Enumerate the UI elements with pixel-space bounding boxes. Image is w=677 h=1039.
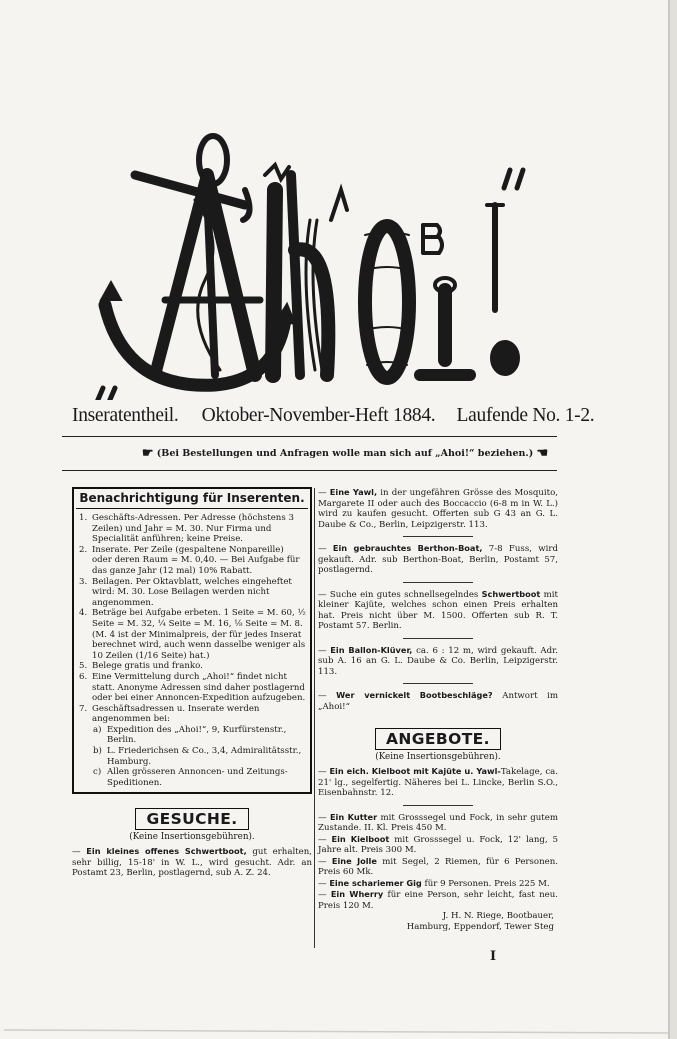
offer-ad: — Ein Wherry für eine Person, sehr leicht, fast neu. Preis 120 M. xyxy=(318,889,559,911)
wanted-ad: — Ein gebrauchtes Berthon-Boat, 7-8 Fuss, wird gekauft. Adr. sub Berthon-Boat, Berlin, Postamt 57, postlagernd. xyxy=(318,543,558,575)
heading-rule xyxy=(62,436,557,437)
offer-ad: — Ein eich. Kielboot mit Kajüte u. Yawl-Takelage, ca. 21' lg., segelfertig. Näheres bei L. Lincke, Berlin S.O., Eisenbahnstr. 12. xyxy=(318,766,559,798)
offer-ad: — Ein Kielboot mit Grosssegel u. Fock, 12' lang, 5 Jahre alt. Preis 300 M. xyxy=(318,833,558,855)
notice-item: 1. Geschäfts-Adressen. Per Adresse (höchstens 3 Zeilen) und Jahr = M. 30. Nur Firma und Specialität anführen; keine Preise. xyxy=(79,513,294,545)
gesuche-heading xyxy=(72,808,312,830)
gesuche-title: GESUCHE. xyxy=(135,808,248,830)
notice-item: 7. Geschäftsadressen u. Inserate werden angenommen bei: xyxy=(79,703,260,725)
order-note xyxy=(90,446,600,461)
offer-ad: — Eine Jolle mit Segel, 2 Riemen, für 6 Personen. Preis 60 Mk. xyxy=(318,855,558,877)
masthead-ahoi-logo xyxy=(95,130,535,400)
note-rule xyxy=(62,470,557,471)
angebote-subtitle: (Keine Insertionsgebühren). xyxy=(375,752,501,762)
notice-subitem: b) L. Friederichsen & Co., 3,4, Admiralitätsstr., Hamburg. xyxy=(93,746,302,767)
ad-separator xyxy=(403,536,473,537)
notice-subitem: a) Expedition des „Ahoi!“, 9, Kurfürstenstr., Berlin. xyxy=(93,724,287,746)
ad-separator xyxy=(403,805,473,806)
wanted-ad: — Wer vernickelt Bootbeschläge? Antwort im „Ahoi!“ xyxy=(318,690,558,712)
pointing-hand-right-icon: ☛ xyxy=(141,446,154,461)
offer-ad: — Ein Kutter mit Grosssegel und Fock, in sehr gutem Zustande. II. Kl. Preis 450 M. xyxy=(318,811,558,833)
pointing-hand-left-icon: ☚ xyxy=(536,446,549,461)
notice-item: 3. Beilagen. Per Oktavblatt, welches eingeheftet wird: M. 30. Lose Beilagen werden nicht angenommen. xyxy=(79,576,292,608)
wanted-ad: — Eine Yawl, in der ungefähren Grösse des Mosquito, Margarete II oder auch des Boccaccio (6-8 m in W. L.) wird zu kaufen gesucht. Offerten sub G 43 an G. L. Daube & Co., Berlin, Leipzigerstr. 113. xyxy=(318,487,559,530)
section-label: Inseratentheil. xyxy=(72,405,179,426)
notice-box-title: Benachrichtigung für Inserenten. xyxy=(76,491,308,509)
gesuche-subtitle: (Keine Insertionsgebühren). xyxy=(129,832,255,843)
offer-ad: — Eine schariemer Gig für 9 Personen. Preis 225 M. xyxy=(318,877,550,889)
angebote-heading xyxy=(318,728,558,750)
ad-separator xyxy=(403,638,473,639)
notice-box xyxy=(72,487,312,794)
notice-subitem: c) Allen grösseren Annoncen- und Zeitungs-Speditionen. xyxy=(93,767,288,788)
left-column xyxy=(72,487,312,885)
issue-heading xyxy=(72,405,602,427)
wanted-ad: — Suche ein gutes schnellsegelndes Schwertboot mit kleiner Kajüte, welches schon einen Preis erhalten hat. Preis nicht über M. 1500. Offerten sub R. T. Postamt 57. Berlin. xyxy=(318,588,558,631)
issue-label: Oktober-November-Heft 1884. xyxy=(201,405,436,426)
ad-separator xyxy=(403,683,473,684)
notice-item: 5. Belege gratis und franko. xyxy=(79,661,203,672)
ad-separator xyxy=(403,582,473,583)
column-divider xyxy=(314,488,315,948)
notice-item: 4. Beträge bei Aufgabe erbeten. 1 Seite = M. 60, ½ Seite = M. 32, ¼ Seite = M. 16, ⅛ Seite = M. 8. (M. 4 ist der Minimalpreis, der für jedes Inserat berechnet wird, auch wenn dasselbe weniger als 10 Zeilen (1/16 Seite) hat.) xyxy=(79,608,306,661)
angebote-title: ANGEBOTE. xyxy=(375,728,501,750)
offer-signature: J. H. N. Riege, Bootbauer, Hamburg, Eppendorf, Tewer Steg xyxy=(406,911,554,932)
order-note-text: (Bei Bestellungen und Anfragen wolle man sich auf „Ahoi!“ beziehen.) xyxy=(156,448,534,459)
page-number: I xyxy=(490,949,497,964)
notice-item: 2. Inserate. Per Zeile (gespaltene Nonpareille) oder deren Raum = M. 0,40. — Bei Aufgabe für das ganze Jahr (12 mal) 10% Rabatt. xyxy=(79,544,300,576)
gesuche-ad: — Ein kleines offenes Schwertboot, gut erhalten, sehr billig, 15-18' in W. L., wird gesucht. Adr. an Postamt 23, Berlin, postlagernd, sub A. Z. 24. xyxy=(72,846,312,879)
wanted-ad: — Ein Ballon-Klüver, ca. 6 : 12 m, wird gekauft. Adr. sub A. 16 an G. L. Daube & Co. Berlin, Leipzigerstr. 113. xyxy=(318,644,558,677)
right-column xyxy=(318,487,558,932)
notice-item: 6. Eine Vermittelung durch „Ahoi!“ findet nicht statt. Anonyme Adressen sind daher postlagernd oder bei einer Annoncen-Expedition aufzugeben. xyxy=(79,671,306,704)
issue-number: Laufende No. 1-2. xyxy=(456,405,595,426)
